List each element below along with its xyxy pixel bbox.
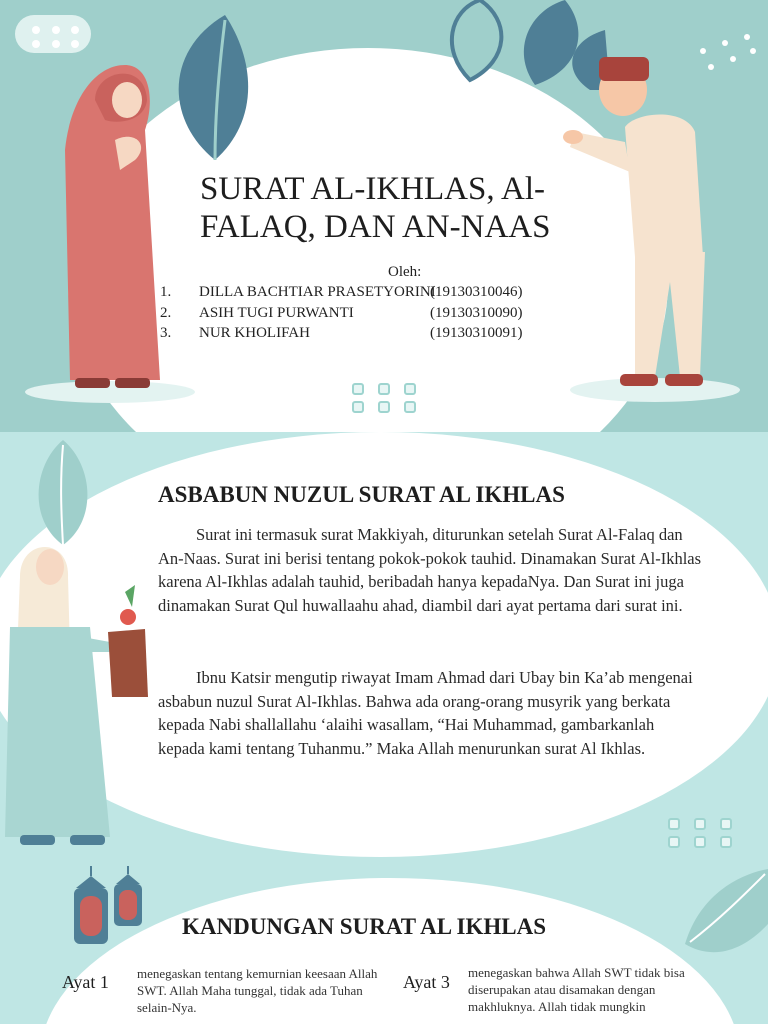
author-name: DILLA BACHTIAR PRASETYORINI (199, 284, 436, 300)
kandungan-heading: KANDUNGAN SURAT AL IKHLAS (182, 914, 547, 939)
kandungan-slide (0, 864, 768, 1024)
lantern-icon (66, 866, 156, 956)
author-id: (19130310091) (430, 325, 523, 341)
author-name: NUR KHOLIFAH (199, 325, 310, 341)
ayat-1-text: menegaskan tentang kemurnian keesaan Allah SWT. Allah Maha tunggal, tidak ada Tuhan selain-Nya. (137, 966, 378, 1015)
asbabun-paragraph-2: Ibnu Katsir mengutip riwayat Imam Ahmad dari Ubay bin Ka’ab mengenai asbabun nuzul Surat Al-Ikhlas. Bahwa ada orang-orang musyrik yang berkata kepada Nabi shallallahu ‘alaihi wasallam, “Hai Muhammad, gambarkanlah kepada kami tentang Tuhanmu.” Maka Allah menurunkan surat Al Ikhlas. (158, 668, 693, 758)
presentation-title: SURAT AL-IKHLAS, Al-FALAQ, DAN AN-NAAS (200, 171, 551, 245)
man-praying-illustration (555, 52, 745, 407)
leaf-decoration-left (28, 440, 98, 550)
decor-squares (668, 818, 738, 852)
author-name: ASIH TUGI PURWANTI (199, 304, 354, 321)
woman-praying-illustration (25, 60, 200, 405)
by-label: Oleh: (388, 264, 422, 280)
author-id: (19130310046) (430, 284, 523, 300)
author-number: 3. (160, 325, 172, 341)
author-number: 1. (160, 284, 172, 300)
leaf-decoration-right (680, 864, 768, 974)
ayat-3-text: menegaskan bahwa Allah SWT tidak bisa diserupakan atau disamakan dengan makhluknya. Allah tidak mungkin (468, 965, 685, 1014)
ayat-1-label: Ayat 1 (62, 972, 109, 992)
decor-squares (352, 383, 422, 417)
asbabun-nuzul-slide (0, 432, 768, 864)
author-id: (19130310090) (430, 304, 523, 321)
title-slide (0, 0, 768, 432)
asbabun-paragraph-1: Surat ini termasuk surat Makkiyah, diturunkan setelah Surat Al-Falaq dan An-Naas. Surat ini berisi tentang pokok-pokok tauhid. Dinamakan Surat Al-Ikhlas karena Al-Ikhlas adalah tauhid, beribadah hanya kepadaNya. Dan Surat ini juga dinamakan Surat Qul huwallaahu ahad, diambil dari ayat pertama dari surat ini. (158, 525, 702, 615)
author-number: 2. (160, 304, 172, 321)
ayat-3-label: Ayat 3 (403, 972, 450, 992)
asbabun-heading: ASBABUN NUZUL SURAT AL IKHLAS (158, 482, 565, 507)
woman-with-groceries-illustration (0, 537, 150, 857)
decor-dots-cloud (15, 15, 91, 53)
